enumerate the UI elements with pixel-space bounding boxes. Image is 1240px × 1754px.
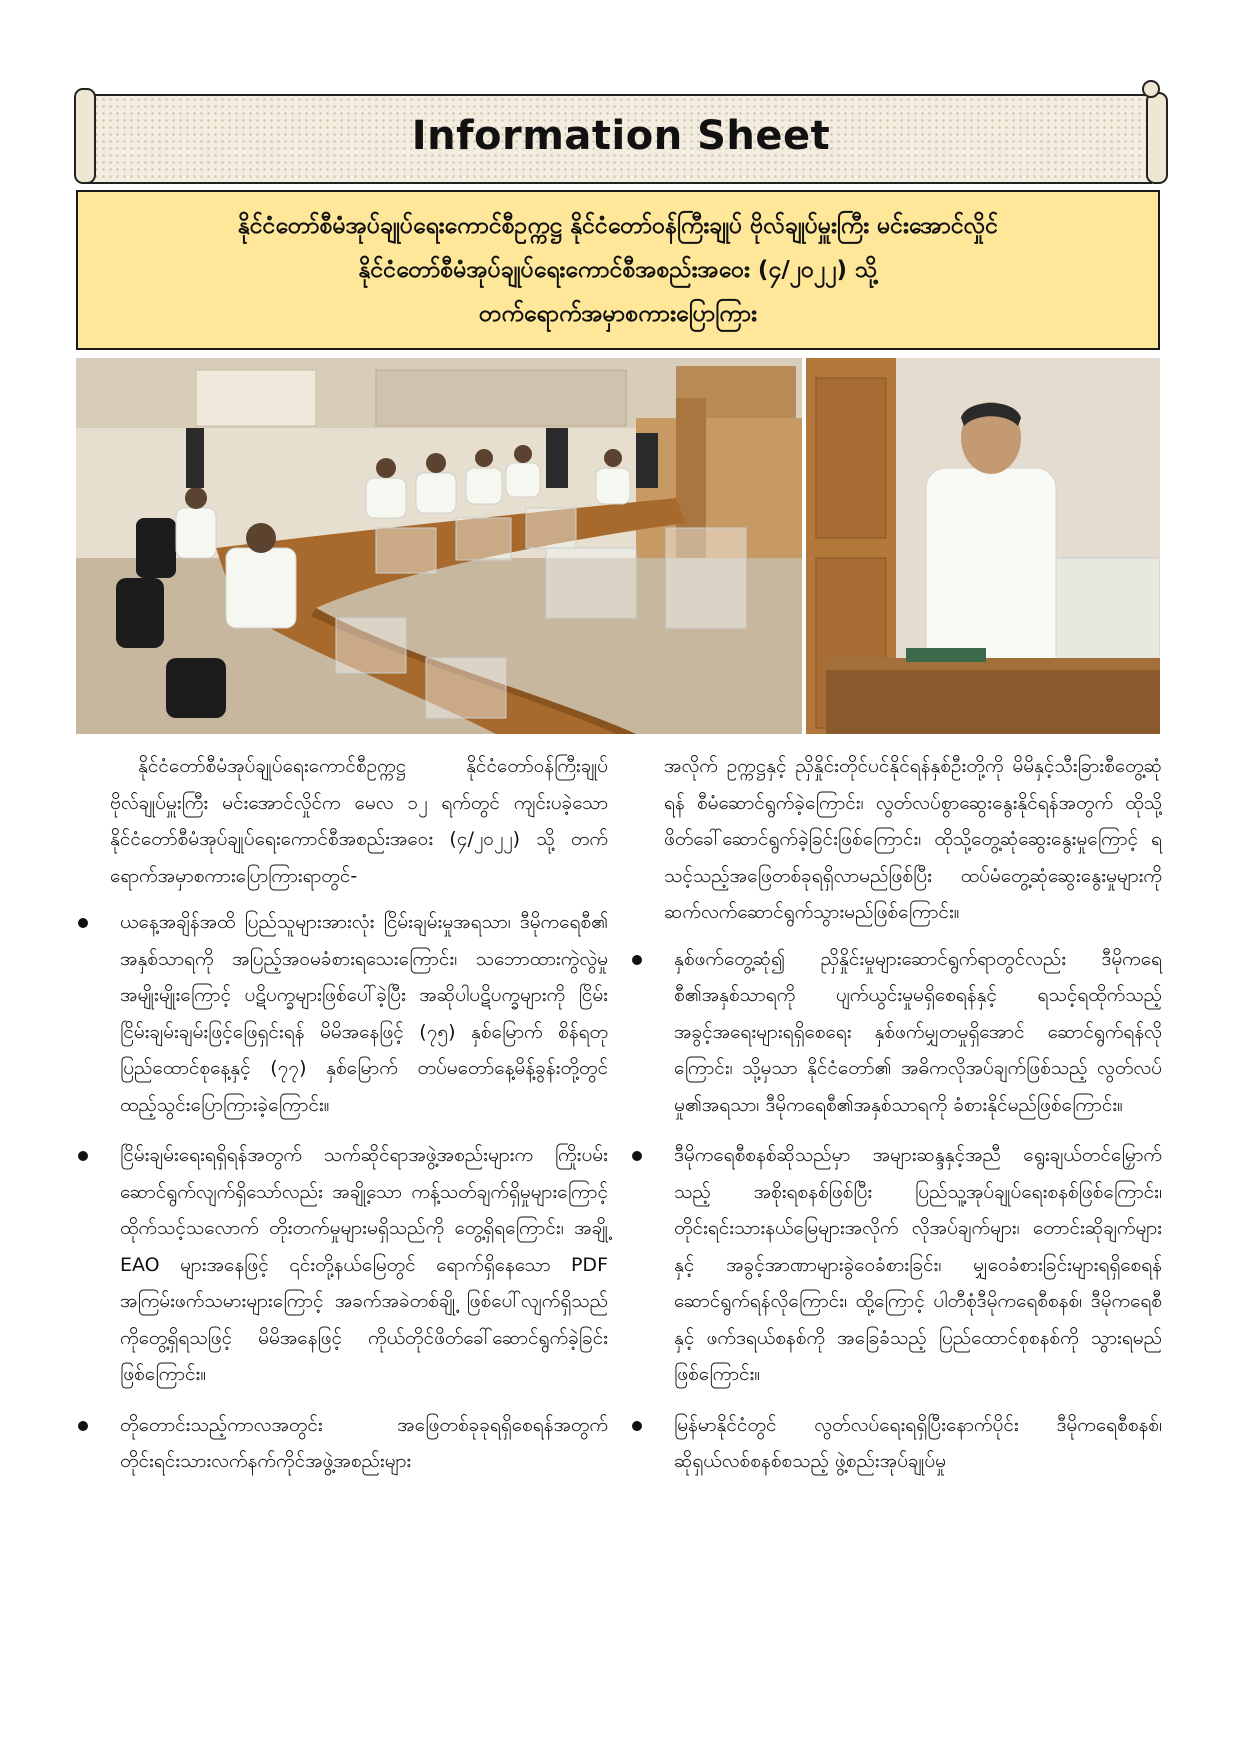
list-item-text: ဒီမိုကရေစီစနစ်ဆိုသည်မှာ အများဆန္ဒနှင့်အညီ ရွေးချယ်တင်မြှောက်သည့် အစိုးရစနစ်ဖြစ်ပြီး ပြည်သူ့အုပ်ချုပ်ရေးစနစ်ဖြစ်ကြောင်း၊ တိုင်းရင်းသားနယ်မြေများအလိုက် လိုအပ်ချက်များ၊ တောင်းဆိုချက်များနှင့် အခွင့်အာဏာများခွဲဝေခံစားခြင်း၊ မျှဝေခံစားခြင်းများရရှိစေရန် ဆောင်ရွက်ရန်လိုကြောင်း၊ ထို့ကြောင့် ပါတီစုံဒီမိုကရေစီစနစ်၊ ဒီမိုကရေစီနှင့် ဖက်ဒရယ်စနစ်ကို အခြေခံသည့် ပြည်ထောင်စုစနစ်ကို သွားရမည်ဖြစ်ကြောင်း။ [674,1144,1162,1385]
continuation-paragraph: အလိုက် ဥက္ကဋ္ဌနှင့် ညှိနှိုင်းတိုင်ပင်နိုင်ရန်နှစ်ဦးတို့ကို မိမိနှင့်သီးခြားစီတွေ့ဆုံရန် စီမံဆောင်ရွက်ခဲ့ကြောင်း၊ လွတ်လပ်စွာဆွေးနွေးနိုင်ရန်အတွက် ထိုသို့ဖိတ်ခေါ်ဆောင်ရွက်ခဲ့ခြင်းဖြစ်ကြောင်း၊ ထိုသို့တွေ့ဆုံဆွေးနွေးမှုကြောင့် ရသင့်သည့်အဖြေတစ်ခုရရှိလာမည်ဖြစ်ပြီး ထပ်မံတွေ့ဆုံဆွေးနွေးမှုများကို ဆက်လက်ဆောင်ရွက်သွားမည်ဖြစ်ကြောင်း။ [664,755,1162,923]
list-item [78,1137,608,1393]
meeting-room-photo [76,358,802,734]
list-item [78,904,608,1123]
list-item-text: နှစ်ဖက်တွေ့ဆုံ၍ ညှိနှိုင်းမှုများဆောင်ရွက်ရာတွင်လည်း ဒီမိုကရေစီ၏အနှစ်သာရကို ပျက်ယွင်းမှုမရှိစေရန်နှင့် ရသင့်ရထိုက်သည့် အခွင့်အရေးများရရှိစေရေး နှစ်ဖက်မျှတမှုရှိအောင် ဆောင်ရွက်ရန်လိုကြောင်း၊ သို့မှသာ နိုင်ငံတော်၏ အဓိကလိုအပ်ချက်ဖြစ်သည့် လွတ်လပ်မှု၏အရသာ၊ ဒီမိုကရေစီ၏အနှစ်သာရကို ခံစားနိုင်မည်ဖြစ်ကြောင်း။ [674,947,1162,1116]
right-column [664,748,1162,1494]
intro-paragraph: နိုင်ငံတော်စီမံအုပ်ချုပ်ရေးကောင်စီဥက္ကဋ္ဌ နိုင်ငံတော်ဝန်ကြီးချုပ် ဗိုလ်ချုပ်မှူးကြီး မင်းအောင်လှိုင်က မေလ ၁၂ ရက်တွင် ကျင်းပခဲ့သော နိုင်ငံတော်စီမံအုပ်ချုပ်ရေးကောင်စီအစည်းအဝေး (၄/၂၀၂၂) သို့ တက်ရောက်အမှာစကားပြောကြားရာတွင်- [110,755,608,887]
bullet-icon [78,1151,88,1161]
headline-box [76,190,1160,350]
list-item-text: တိုတောင်းသည့်ကာလအတွင်း အဖြေတစ်ခုခုရရှိစေရန်အတွက် တိုင်းရင်းသားလက်နက်ကိုင်အဖွဲ့အစည်းများ [120,1413,608,1472]
list-item [78,1407,608,1480]
headline-line-3: တက်ရောက်အမှာစကားပြောကြား [478,301,758,327]
bullet-icon [632,1421,642,1431]
page-title: Information Sheet [411,113,831,159]
bullet-icon [632,1151,642,1161]
bullet-icon [78,1421,88,1431]
bullet-icon [78,918,88,928]
list-item [632,1407,1162,1480]
left-column [110,748,608,1494]
list-item [632,1137,1162,1393]
list-item-text: ယနေ့အချိန်အထိ ပြည်သူများအားလုံး ငြိမ်းချမ်းမှုအရသာ၊ ဒီမိုကရေစီ၏ အနှစ်သာရကို အပြည့်အဝမခံစားရသေးကြောင်း၊ သဘောထားကွဲလွဲမှုအမျိုးမျိုးကြောင့် ပဋိပက္ခများဖြစ်ပေါ်ခဲ့ပြီး အဆိုပါပဋိပက္ခများကို ငြိမ်းငြိမ်းချမ်းချမ်းဖြင့်ဖြေရှင်းရန် မိမိအနေဖြင့် (၇၅) နှစ်မြောက် စိန်ရတုပြည်ထောင်စုနေ့နှင့် (၇၇) နှစ်မြောက် တပ်မတော်နေ့မိန့်ခွန်းတို့တွင် ထည့်သွင်းပြောကြားခဲ့ကြောင်း။ [120,911,608,1116]
speaker-photo [806,358,1160,734]
headline-line-2: နိုင်ငံတော်စီမံအုပ်ချုပ်ရေးကောင်စီအစည်းအဝေး (၄/၂၀၂၂) သို့ [358,257,878,283]
headline-line-1: နိုင်ငံတော်စီမံအုပ်ချုပ်ရေးကောင်စီဥက္ကဋ္ဌ နိုင်ငံတော်ဝန်ကြီးချုပ် ဗိုလ်ချုပ်မှူးကြီး မင်းအောင်လှိုင် [237,213,999,239]
list-item [632,941,1162,1124]
bullet-icon [632,955,642,965]
list-item-text: မြန်မာနိုင်ငံတွင် လွတ်လပ်ရေးရရှိပြီးနောက်ပိုင်း ဒီမိုကရေစီစနစ်၊ ဆိုရှယ်လစ်စနစ်စသည့် ဖွဲ့စည်းအုပ်ချုပ်မှု [674,1413,1162,1472]
title-banner [72,88,1170,184]
list-item-text: ငြိမ်းချမ်းရေးရရှိရန်အတွက် သက်ဆိုင်ရာအဖွဲ့အစည်းများက ကြိုးပမ်းဆောင်ရွက်လျက်ရှိသော်လည်း အချို့သော ကန့်သတ်ချက်ရှိမှုများကြောင့် ထိုက်သင့်သလောက် တိုးတက်မှုများမရှိသည်ကို တွေ့ရှိရကြောင်း၊ အချို့ EAO များအနေဖြင့် ၎င်းတို့နယ်မြေတွင် ရောက်ရှိနေသော PDF အကြမ်းဖက်သမားများကြောင့် အခက်အခဲတစ်ချို့ ဖြစ်ပေါ်လျက်ရှိသည်ကိုတွေ့ရှိရသဖြင့် မိမိအနေဖြင့် ကိုယ်တိုင်ဖိတ်ခေါ်ဆောင်ရွက်ခဲ့ခြင်းဖြစ်ကြောင်း။ [120,1144,608,1385]
